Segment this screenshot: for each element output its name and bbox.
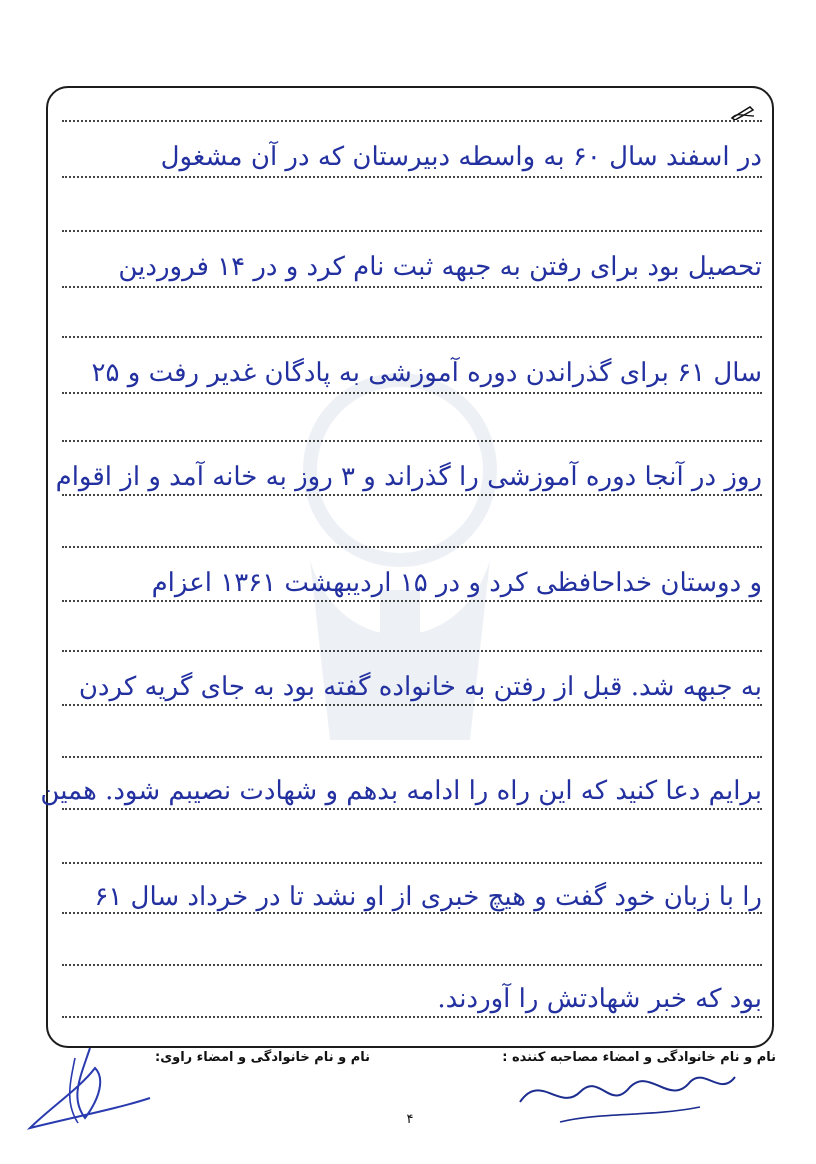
- handwritten-line: به جبهه شد. قبل از رفتن به خانواده گفته بود به جای گریه کردن: [78, 672, 762, 702]
- narrator-signature-label: نام و نام خانوادگی و امضاء راوی:: [155, 1050, 370, 1065]
- interviewer-signature: [500, 1052, 750, 1132]
- ruled-line: [62, 1016, 762, 1018]
- handwritten-line: در اسفند سال ۶۰ به واسطه دبیرستان که در آن مشغول: [160, 142, 762, 172]
- handwritten-line: سال ۶۱ برای گذراندن دوره آموزشی به پادگان غدیر رفت و ۲۵: [91, 358, 762, 388]
- ruled-line: [62, 392, 762, 394]
- ruled-line: [62, 440, 762, 442]
- ruled-line: [62, 120, 762, 122]
- ruled-line: [62, 176, 762, 178]
- handwritten-line: تحصیل بود برای رفتن به جبهه ثبت نام کرد و در ۱۴ فروردین: [118, 252, 762, 282]
- ruled-line: [62, 808, 762, 810]
- ruled-line: [62, 862, 762, 864]
- handwritten-line: را با زبان خود گفت و هیچ خبری از او نشد تا در خرداد سال ۶۱: [94, 882, 762, 912]
- ruled-line: [62, 650, 762, 652]
- page-number: ۴: [406, 1112, 414, 1127]
- ruled-line: [62, 964, 762, 966]
- interviewer-signature-label: نام و نام خانوادگی و امضاء مصاحبه کننده :: [502, 1050, 776, 1065]
- handwritten-line: روز در آنجا دوره آموزشی را گذراند و ۳ روز به خانه آمد و از اقوام: [55, 462, 762, 492]
- handwritten-line: برایم دعا کنید که این راه را ادامه بدهم و شهادت نصیبم شود. همین: [40, 776, 762, 806]
- ruled-line: [62, 230, 762, 232]
- ruled-line: [62, 494, 762, 496]
- ruled-line: [62, 704, 762, 706]
- ruled-line: [62, 546, 762, 548]
- ruled-line: [62, 756, 762, 758]
- handwritten-line: بود که خبر شهادتش را آوردند.: [437, 984, 762, 1014]
- ruled-line: [62, 336, 762, 338]
- ruled-line: [62, 600, 762, 602]
- ruled-line: [62, 912, 762, 914]
- pen-writing-icon: [730, 104, 756, 120]
- handwritten-line: و دوستان خداحافظی کرد و در ۱۵ اردیبهشت ۱۳۶۱ اعزام: [151, 568, 762, 598]
- narrator-signature: [10, 1038, 160, 1138]
- ruled-line: [62, 286, 762, 288]
